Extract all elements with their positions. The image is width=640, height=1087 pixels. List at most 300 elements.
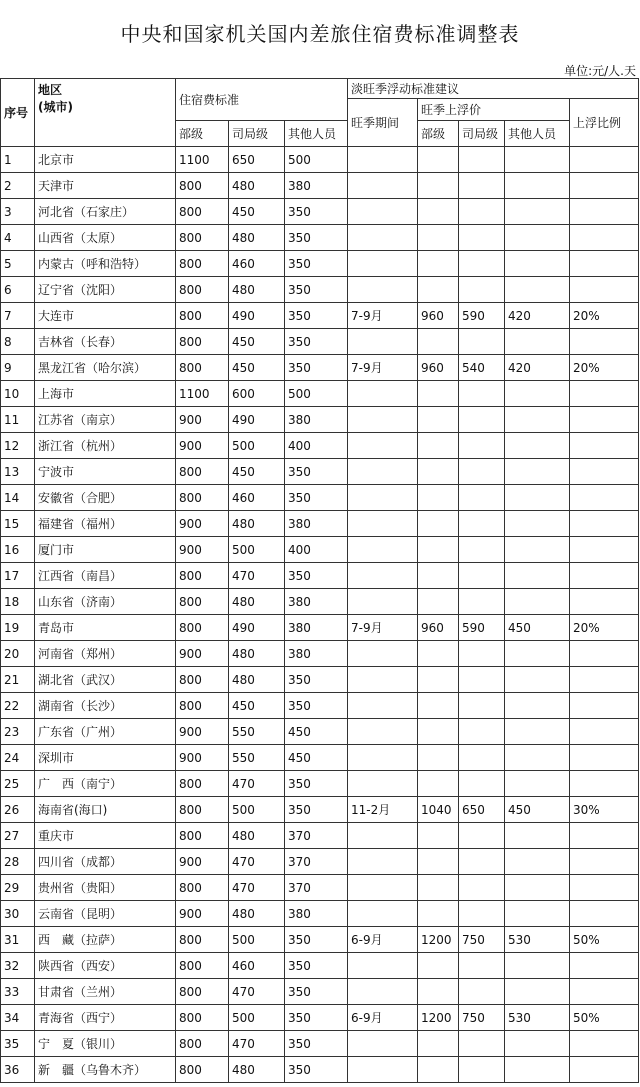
cell-ratio (570, 901, 639, 927)
cell-peak-others (505, 1057, 570, 1083)
cell-ratio (570, 563, 639, 589)
cell-bureau: 480 (229, 511, 285, 537)
cell-others: 350 (285, 251, 348, 277)
cell-bureau: 550 (229, 745, 285, 771)
cell-minister: 900 (176, 537, 229, 563)
cell-peak-period (348, 1031, 418, 1057)
cell-region: 重庆市 (35, 823, 176, 849)
cell-peak-minister (418, 225, 459, 251)
table-row (1, 329, 639, 355)
cell-peak-others (505, 147, 570, 173)
cell-peak-minister (418, 173, 459, 199)
cell-peak-period (348, 901, 418, 927)
cell-peak-period (348, 745, 418, 771)
header-peak-bureau: 司局级 (459, 121, 505, 147)
cell-bureau: 470 (229, 563, 285, 589)
cell-bureau: 480 (229, 667, 285, 693)
cell-seq: 14 (1, 485, 35, 511)
table-row (1, 615, 639, 641)
cell-peak-bureau (459, 823, 505, 849)
cell-peak-minister (418, 745, 459, 771)
cell-seq: 33 (1, 979, 35, 1005)
cell-peak-others (505, 173, 570, 199)
cell-peak-period (348, 537, 418, 563)
cell-peak-period (348, 329, 418, 355)
cell-region: 深圳市 (35, 745, 176, 771)
cell-peak-period (348, 719, 418, 745)
cell-bureau: 490 (229, 303, 285, 329)
cell-bureau: 450 (229, 459, 285, 485)
cell-seq: 23 (1, 719, 35, 745)
table-row (1, 251, 639, 277)
cell-seq: 30 (1, 901, 35, 927)
cell-region: 江西省（南昌） (35, 563, 176, 589)
cell-peak-others: 420 (505, 303, 570, 329)
cell-bureau: 490 (229, 615, 285, 641)
cell-peak-period (348, 849, 418, 875)
header-peak-period: 旺季期间 (348, 99, 418, 147)
cell-region: 甘肃省（兰州） (35, 979, 176, 1005)
cell-peak-bureau (459, 667, 505, 693)
cell-region: 河北省（石家庄） (35, 199, 176, 225)
table-row (1, 953, 639, 979)
cell-bureau: 650 (229, 147, 285, 173)
cell-others: 350 (285, 953, 348, 979)
table-row (1, 823, 639, 849)
header-peak-others: 其他人员 (505, 121, 570, 147)
cell-bureau: 480 (229, 641, 285, 667)
cell-peak-minister (418, 459, 459, 485)
cell-region: 湖南省（长沙） (35, 693, 176, 719)
cell-peak-minister (418, 251, 459, 277)
cell-region: 河南省（郑州） (35, 641, 176, 667)
cell-peak-minister (418, 147, 459, 173)
cell-ratio (570, 329, 639, 355)
table-row (1, 641, 639, 667)
table-row (1, 1057, 639, 1083)
cell-minister: 900 (176, 849, 229, 875)
cell-peak-others (505, 433, 570, 459)
cell-peak-bureau (459, 433, 505, 459)
cell-ratio (570, 277, 639, 303)
cell-peak-bureau (459, 251, 505, 277)
cell-peak-minister (418, 589, 459, 615)
cell-minister: 900 (176, 901, 229, 927)
cell-bureau: 500 (229, 537, 285, 563)
cell-ratio (570, 485, 639, 511)
cell-peak-minister: 1200 (418, 927, 459, 953)
cell-peak-bureau (459, 719, 505, 745)
cell-peak-bureau (459, 459, 505, 485)
cell-others: 400 (285, 537, 348, 563)
cell-minister: 800 (176, 615, 229, 641)
cell-peak-minister (418, 901, 459, 927)
cell-peak-bureau: 590 (459, 303, 505, 329)
cell-peak-period: 11-2月 (348, 797, 418, 823)
cell-ratio (570, 745, 639, 771)
lodging-standard-table (0, 78, 639, 1083)
cell-others: 500 (285, 381, 348, 407)
cell-others: 350 (285, 303, 348, 329)
cell-peak-others (505, 953, 570, 979)
cell-peak-period: 7-9月 (348, 615, 418, 641)
table-row (1, 1005, 639, 1031)
cell-region: 上海市 (35, 381, 176, 407)
cell-peak-others (505, 1031, 570, 1057)
cell-seq: 7 (1, 303, 35, 329)
cell-peak-bureau (459, 1031, 505, 1057)
table-row (1, 173, 639, 199)
header-peak-minister: 部级 (418, 121, 459, 147)
table-row (1, 719, 639, 745)
cell-peak-bureau (459, 407, 505, 433)
cell-others: 400 (285, 433, 348, 459)
cell-ratio: 20% (570, 303, 639, 329)
cell-region: 浙江省（杭州） (35, 433, 176, 459)
table-row (1, 667, 639, 693)
cell-peak-bureau: 540 (459, 355, 505, 381)
header-ratio: 上浮比例 (570, 99, 639, 147)
cell-peak-minister (418, 563, 459, 589)
cell-seq: 22 (1, 693, 35, 719)
cell-seq: 13 (1, 459, 35, 485)
cell-peak-minister: 960 (418, 615, 459, 641)
table-row (1, 199, 639, 225)
cell-peak-bureau (459, 225, 505, 251)
cell-ratio (570, 667, 639, 693)
cell-minister: 800 (176, 589, 229, 615)
table-row (1, 979, 639, 1005)
cell-region: 宁 夏（银川） (35, 1031, 176, 1057)
cell-peak-others: 530 (505, 927, 570, 953)
table-row (1, 1031, 639, 1057)
cell-peak-bureau: 750 (459, 927, 505, 953)
cell-seq: 12 (1, 433, 35, 459)
cell-region: 辽宁省（沈阳） (35, 277, 176, 303)
table-row (1, 147, 639, 173)
cell-minister: 800 (176, 1031, 229, 1057)
cell-ratio (570, 1057, 639, 1083)
cell-peak-minister (418, 771, 459, 797)
cell-minister: 800 (176, 459, 229, 485)
cell-peak-minister (418, 849, 459, 875)
cell-peak-period: 7-9月 (348, 303, 418, 329)
cell-peak-others (505, 901, 570, 927)
cell-bureau: 480 (229, 589, 285, 615)
cell-region: 江苏省（南京） (35, 407, 176, 433)
cell-bureau: 480 (229, 173, 285, 199)
cell-ratio (570, 511, 639, 537)
cell-seq: 26 (1, 797, 35, 823)
cell-minister: 1100 (176, 381, 229, 407)
cell-region: 青岛市 (35, 615, 176, 641)
cell-peak-period (348, 225, 418, 251)
table-row (1, 563, 639, 589)
table-row (1, 355, 639, 381)
cell-peak-others (505, 823, 570, 849)
cell-peak-bureau (459, 511, 505, 537)
cell-others: 380 (285, 173, 348, 199)
cell-bureau: 500 (229, 433, 285, 459)
cell-seq: 29 (1, 875, 35, 901)
cell-peak-others: 450 (505, 615, 570, 641)
cell-peak-period (348, 1057, 418, 1083)
table-row (1, 277, 639, 303)
cell-peak-period (348, 199, 418, 225)
cell-ratio (570, 875, 639, 901)
cell-peak-minister: 1040 (418, 797, 459, 823)
cell-peak-minister (418, 329, 459, 355)
cell-minister: 800 (176, 1057, 229, 1083)
cell-minister: 800 (176, 303, 229, 329)
cell-ratio: 20% (570, 355, 639, 381)
cell-peak-others (505, 381, 570, 407)
cell-others: 350 (285, 1005, 348, 1031)
cell-seq: 34 (1, 1005, 35, 1031)
cell-region: 贵州省（贵阳） (35, 875, 176, 901)
cell-minister: 800 (176, 485, 229, 511)
cell-ratio (570, 849, 639, 875)
cell-peak-others (505, 199, 570, 225)
cell-bureau: 450 (229, 693, 285, 719)
cell-seq: 4 (1, 225, 35, 251)
cell-peak-period (348, 771, 418, 797)
cell-minister: 800 (176, 927, 229, 953)
cell-seq: 2 (1, 173, 35, 199)
header-peak-price: 旺季上浮价 (418, 99, 570, 121)
cell-minister: 800 (176, 953, 229, 979)
cell-bureau: 480 (229, 277, 285, 303)
cell-others: 350 (285, 563, 348, 589)
header-others: 其他人员 (285, 121, 348, 147)
cell-peak-bureau (459, 641, 505, 667)
cell-others: 370 (285, 823, 348, 849)
cell-peak-minister (418, 979, 459, 1005)
cell-bureau: 500 (229, 927, 285, 953)
table-row (1, 225, 639, 251)
cell-peak-period (348, 433, 418, 459)
cell-region: 大连市 (35, 303, 176, 329)
cell-peak-minister (418, 381, 459, 407)
cell-peak-bureau (459, 771, 505, 797)
cell-bureau: 480 (229, 901, 285, 927)
table-row (1, 927, 639, 953)
cell-minister: 900 (176, 407, 229, 433)
cell-minister: 800 (176, 277, 229, 303)
cell-region: 天津市 (35, 173, 176, 199)
cell-others: 350 (285, 693, 348, 719)
cell-minister: 800 (176, 199, 229, 225)
cell-peak-period (348, 693, 418, 719)
cell-ratio: 30% (570, 797, 639, 823)
cell-peak-others (505, 459, 570, 485)
cell-seq: 17 (1, 563, 35, 589)
cell-minister: 800 (176, 979, 229, 1005)
cell-others: 380 (285, 641, 348, 667)
cell-peak-bureau (459, 1057, 505, 1083)
cell-others: 350 (285, 1057, 348, 1083)
cell-ratio (570, 381, 639, 407)
cell-peak-period: 7-9月 (348, 355, 418, 381)
cell-peak-minister (418, 537, 459, 563)
cell-others: 350 (285, 1031, 348, 1057)
cell-peak-bureau (459, 381, 505, 407)
cell-region: 宁波市 (35, 459, 176, 485)
cell-others: 350 (285, 485, 348, 511)
cell-peak-others (505, 485, 570, 511)
cell-ratio (570, 173, 639, 199)
cell-bureau: 460 (229, 953, 285, 979)
cell-peak-period (348, 459, 418, 485)
cell-ratio (570, 953, 639, 979)
cell-peak-minister (418, 875, 459, 901)
cell-peak-minister (418, 1031, 459, 1057)
cell-peak-bureau (459, 563, 505, 589)
cell-peak-period: 6-9月 (348, 1005, 418, 1031)
cell-bureau: 470 (229, 875, 285, 901)
cell-peak-bureau (459, 589, 505, 615)
table-row (1, 537, 639, 563)
cell-bureau: 480 (229, 225, 285, 251)
cell-peak-period: 6-9月 (348, 927, 418, 953)
cell-bureau: 490 (229, 407, 285, 433)
cell-peak-others (505, 667, 570, 693)
table-row (1, 485, 639, 511)
cell-peak-bureau (459, 485, 505, 511)
cell-region: 北京市 (35, 147, 176, 173)
cell-others: 350 (285, 667, 348, 693)
cell-ratio (570, 1031, 639, 1057)
cell-seq: 1 (1, 147, 35, 173)
cell-peak-others (505, 745, 570, 771)
cell-seq: 9 (1, 355, 35, 381)
cell-region: 福建省（福州） (35, 511, 176, 537)
cell-peak-others (505, 537, 570, 563)
cell-others: 350 (285, 771, 348, 797)
cell-peak-minister (418, 693, 459, 719)
cell-ratio: 20% (570, 615, 639, 641)
cell-peak-bureau (459, 953, 505, 979)
cell-bureau: 550 (229, 719, 285, 745)
cell-others: 380 (285, 589, 348, 615)
cell-seq: 35 (1, 1031, 35, 1057)
cell-others: 380 (285, 901, 348, 927)
cell-peak-bureau (459, 277, 505, 303)
cell-peak-bureau (459, 199, 505, 225)
cell-seq: 27 (1, 823, 35, 849)
header-minister: 部级 (176, 121, 229, 147)
cell-seq: 28 (1, 849, 35, 875)
table-row (1, 589, 639, 615)
cell-bureau: 470 (229, 849, 285, 875)
cell-peak-minister: 1200 (418, 1005, 459, 1031)
cell-others: 380 (285, 615, 348, 641)
header-seq: 序号 (1, 79, 35, 147)
cell-peak-bureau (459, 875, 505, 901)
cell-peak-others (505, 511, 570, 537)
table-row (1, 849, 639, 875)
cell-peak-others: 530 (505, 1005, 570, 1031)
cell-peak-others (505, 693, 570, 719)
cell-region: 新 疆（乌鲁木齐） (35, 1057, 176, 1083)
cell-seq: 20 (1, 641, 35, 667)
cell-region: 广 西（南宁） (35, 771, 176, 797)
table-body (1, 79, 639, 1083)
table-row (1, 303, 639, 329)
table-row (1, 433, 639, 459)
cell-others: 350 (285, 927, 348, 953)
cell-seq: 21 (1, 667, 35, 693)
cell-minister: 800 (176, 329, 229, 355)
cell-bureau: 450 (229, 329, 285, 355)
cell-ratio (570, 693, 639, 719)
cell-minister: 900 (176, 641, 229, 667)
cell-region: 云南省（昆明） (35, 901, 176, 927)
cell-peak-minister (418, 433, 459, 459)
cell-minister: 800 (176, 1005, 229, 1031)
cell-peak-period (348, 511, 418, 537)
cell-seq: 25 (1, 771, 35, 797)
cell-peak-period (348, 875, 418, 901)
cell-peak-minister (418, 485, 459, 511)
table-row (1, 693, 639, 719)
cell-minister: 800 (176, 225, 229, 251)
header-region-sub: (城市) (38, 100, 73, 114)
cell-peak-minister (418, 953, 459, 979)
cell-peak-period (348, 147, 418, 173)
cell-peak-period (348, 979, 418, 1005)
cell-peak-minister: 960 (418, 303, 459, 329)
cell-peak-bureau (459, 329, 505, 355)
cell-peak-period (348, 485, 418, 511)
cell-others: 370 (285, 875, 348, 901)
cell-peak-period (348, 381, 418, 407)
cell-ratio (570, 147, 639, 173)
cell-others: 350 (285, 225, 348, 251)
table-row (1, 511, 639, 537)
cell-peak-others: 420 (505, 355, 570, 381)
header-lodging: 住宿费标准 (176, 79, 348, 121)
cell-peak-others (505, 251, 570, 277)
cell-peak-others (505, 875, 570, 901)
cell-seq: 19 (1, 615, 35, 641)
header-season: 淡旺季浮动标准建议 (348, 79, 639, 99)
cell-peak-others (505, 329, 570, 355)
cell-region: 湖北省（武汉） (35, 667, 176, 693)
cell-minister: 900 (176, 745, 229, 771)
cell-seq: 31 (1, 927, 35, 953)
cell-minister: 900 (176, 433, 229, 459)
cell-peak-period (348, 277, 418, 303)
cell-minister: 800 (176, 875, 229, 901)
cell-minister: 800 (176, 797, 229, 823)
cell-others: 450 (285, 719, 348, 745)
cell-minister: 800 (176, 173, 229, 199)
cell-others: 350 (285, 797, 348, 823)
cell-bureau: 500 (229, 797, 285, 823)
cell-peak-period (348, 641, 418, 667)
table-row (1, 875, 639, 901)
table-row (1, 745, 639, 771)
cell-peak-minister (418, 277, 459, 303)
cell-ratio (570, 199, 639, 225)
cell-region: 西 藏（拉萨） (35, 927, 176, 953)
cell-others: 500 (285, 147, 348, 173)
cell-peak-bureau: 590 (459, 615, 505, 641)
cell-peak-period (348, 667, 418, 693)
cell-ratio (570, 589, 639, 615)
cell-peak-bureau (459, 537, 505, 563)
